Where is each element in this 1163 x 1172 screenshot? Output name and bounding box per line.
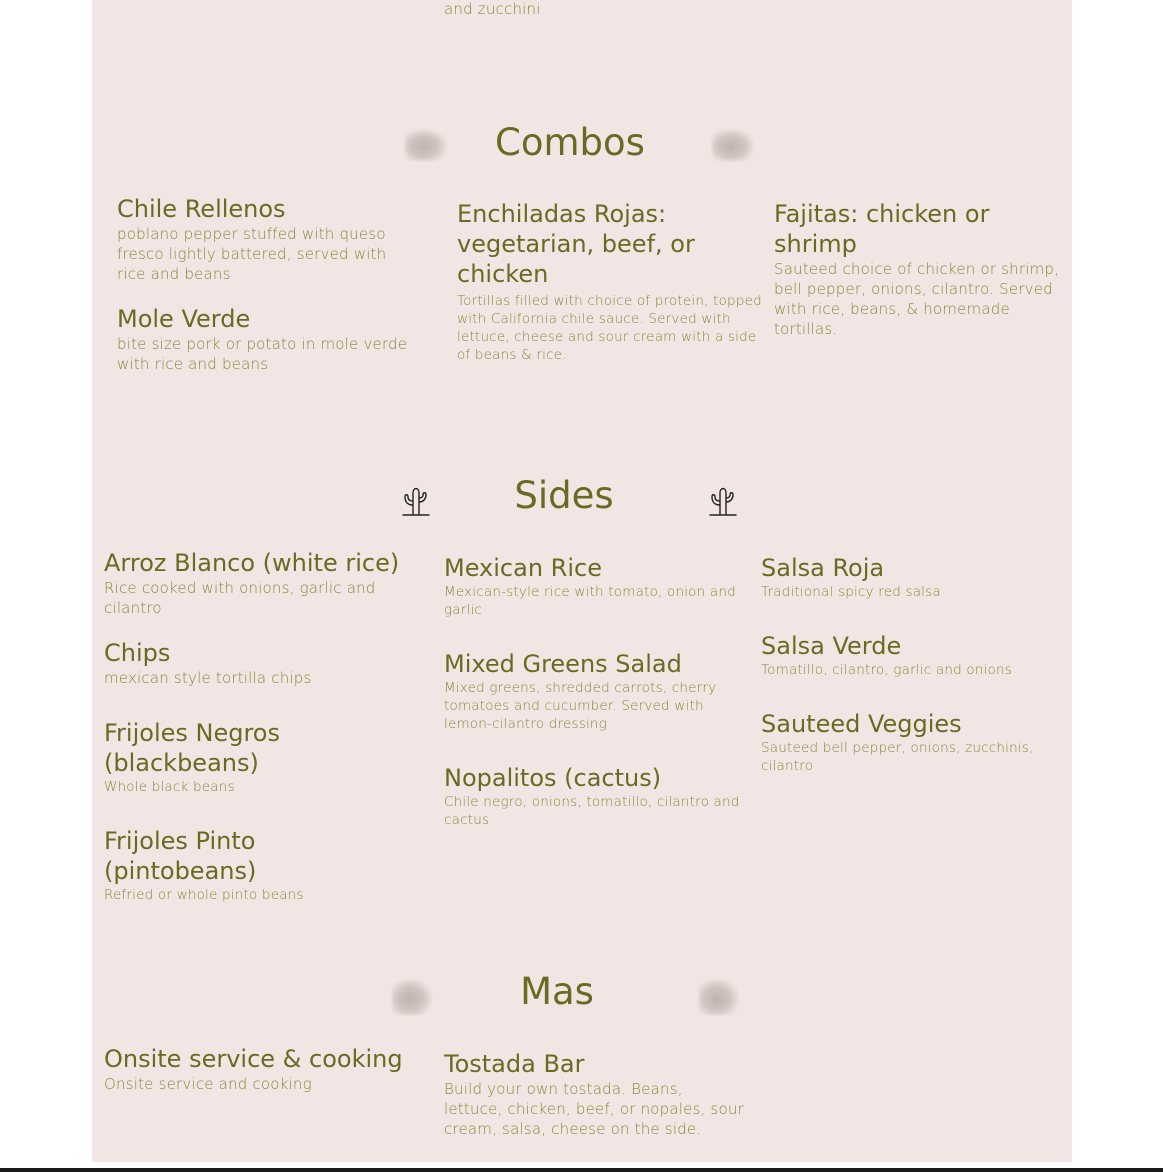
item-title: Tostada Bar — [444, 1050, 585, 1078]
item-description: Tomatillo, cilantro, garlic and onions — [761, 662, 1013, 678]
bottom-divider — [0, 1168, 1163, 1172]
menu-item-frijoles-negros — [104, 718, 344, 796]
bottle-icon — [392, 979, 432, 1015]
section-title-combos: Combos — [495, 121, 645, 164]
menu-item-enchiladas-rojas — [457, 199, 762, 364]
item-description: Traditional spicy red salsa — [761, 584, 941, 600]
item-description: bite size pork or potato in mole verde with rice and beans — [117, 335, 408, 373]
item-description: Mexican-style rice with tomato, onion and garlic — [444, 584, 736, 618]
tortilla-icon — [405, 129, 447, 161]
menu-item-onsite-service — [104, 1044, 414, 1094]
menu-item-salsa-verde — [761, 631, 1051, 679]
item-title: Salsa Roja — [761, 554, 885, 582]
menu-item-arroz-blanco — [104, 548, 404, 618]
section-title-mas: Mas — [520, 970, 594, 1013]
item-description: poblano pepper stuffed with queso fresco lightly battered, served with rice and beans — [117, 225, 387, 283]
item-description: Tortillas filled with choice of protein, topped with California chile sauce. Served with lettuce, cheese and sour cream with a side of beans & rice. — [457, 293, 762, 363]
menu-item-tostada-bar — [444, 1049, 744, 1139]
item-description: Refried or whole pinto beans — [104, 887, 304, 903]
menu-item-chips — [104, 638, 404, 688]
item-title: Frijoles Pinto (pintobeans) — [104, 827, 257, 885]
item-title: Mexican Rice — [444, 554, 602, 582]
menu-item-sauteed-veggies — [761, 709, 1051, 775]
item-title: Chips — [104, 639, 171, 667]
item-description: Mixed greens, shredded carrots, cherry tomatoes and cucumber. Served with lemon-cilantro dressing — [444, 680, 717, 732]
menu-item-chile-rellenos — [117, 194, 417, 284]
cactus-icon — [399, 485, 433, 517]
menu-item-salsa-roja — [761, 553, 1051, 601]
cactus-icon — [706, 485, 740, 517]
bottle-icon — [699, 979, 739, 1015]
item-title: Mixed Greens Salad — [444, 650, 682, 678]
menu-item-fajitas — [774, 199, 1072, 339]
item-title: Nopalitos (cactus) — [444, 764, 662, 792]
item-description: Onsite service and cooking — [104, 1075, 312, 1093]
menu-item-nopalitos — [444, 763, 744, 829]
item-title: Fajitas: chicken or shrimp — [774, 200, 990, 258]
menu-item-frijoles-pinto — [104, 826, 414, 904]
item-description: Build your own tostada. Beans, lettuce, chicken, beef, or nopales, sour cream, salsa, cheese on the side. — [444, 1080, 744, 1138]
item-description: Whole black beans — [104, 779, 235, 795]
item-title: Salsa Verde — [761, 632, 902, 660]
item-title: Sauteed Veggies — [761, 710, 962, 738]
item-title: Onsite service & cooking — [104, 1045, 403, 1073]
item-title: Enchiladas Rojas: vegetarian, beef, or chicken — [457, 200, 695, 288]
item-title: Chile Rellenos — [117, 195, 286, 223]
previous-item-description-fragment: and zucchini — [444, 0, 541, 18]
tortilla-icon — [712, 129, 754, 161]
item-description: mexican style tortilla chips — [104, 669, 312, 687]
item-title: Frijoles Negros (blackbeans) — [104, 719, 280, 777]
item-title: Mole Verde — [117, 305, 251, 333]
item-description: Chile negro, onions, tomatillo, cilantro and cactus — [444, 794, 740, 828]
item-description: Sauteed choice of chicken or shrimp, bell pepper, onions, cilantro. Served with rice, beans, & homemade tortillas. — [774, 260, 1060, 338]
menu-item-mole-verde — [117, 304, 417, 374]
menu-item-mexican-rice — [444, 553, 744, 619]
section-title-sides: Sides — [514, 474, 614, 517]
item-title: Arroz Blanco (white rice) — [104, 549, 400, 577]
item-description: Rice cooked with onions, garlic and cilantro — [104, 579, 376, 617]
item-description: Sauteed bell pepper, onions, zucchinis, cilantro — [761, 740, 1034, 774]
menu-item-mixed-greens-salad — [444, 649, 744, 733]
